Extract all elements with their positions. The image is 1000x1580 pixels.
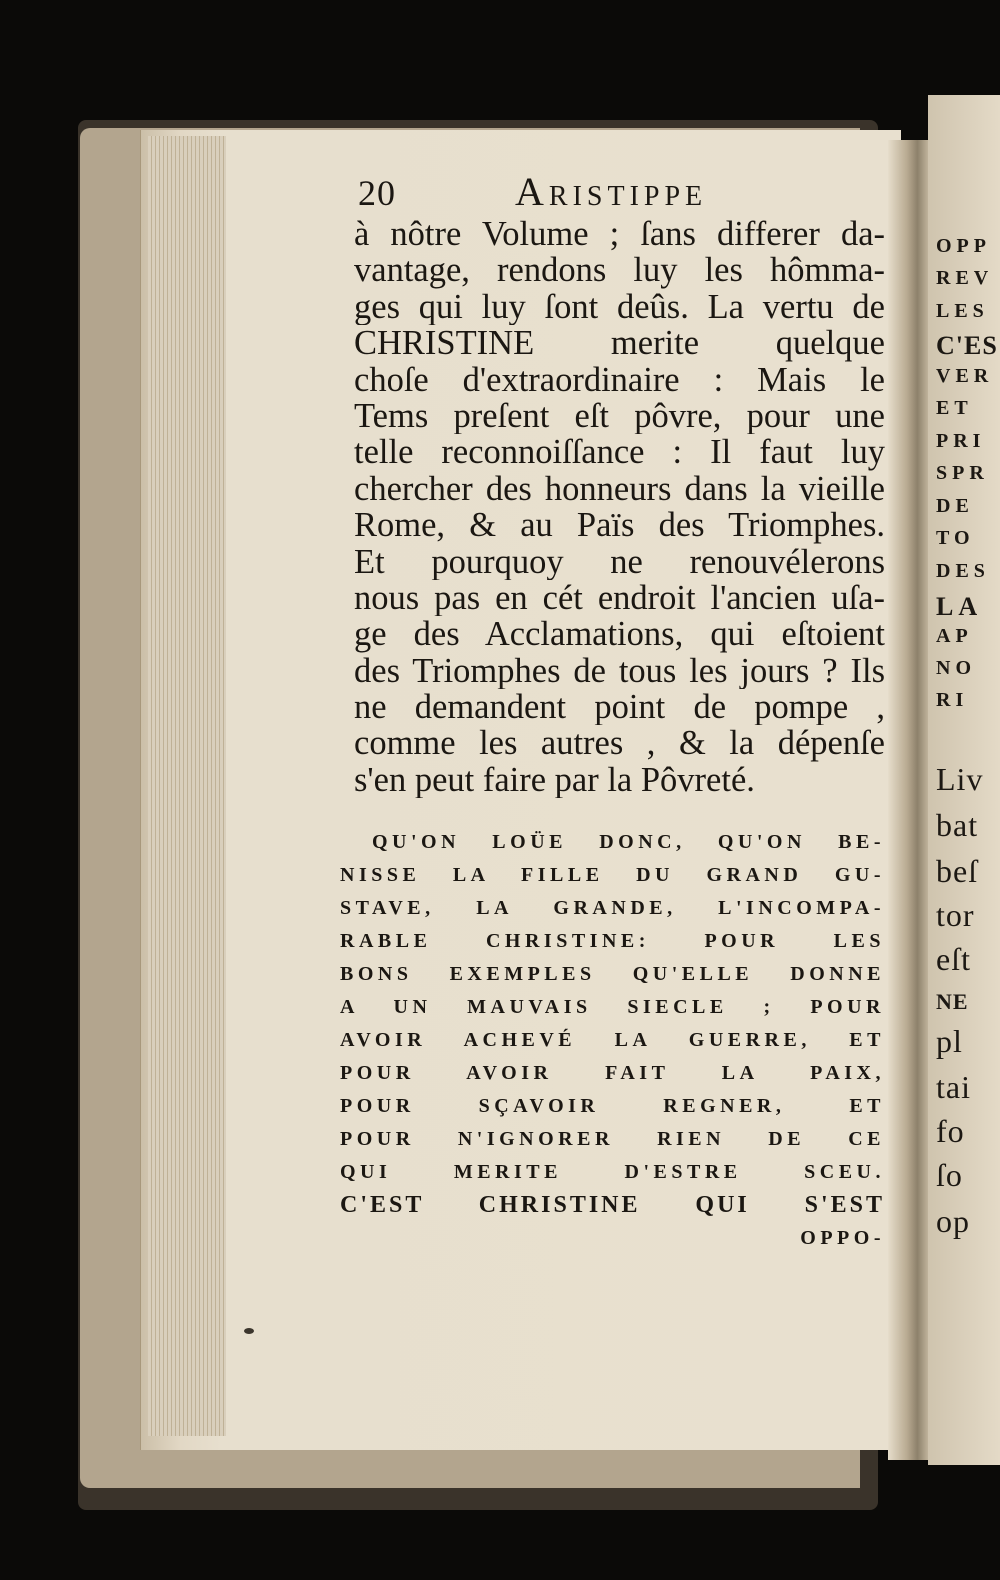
right-page-fragment: ET (936, 397, 973, 419)
book-gutter (888, 140, 930, 1460)
page-number: 20 (358, 173, 396, 213)
right-page-fragment: OPP (936, 235, 991, 257)
right-page-fragment: beſ (936, 853, 979, 889)
right-page-fragment: eſt (936, 941, 971, 977)
right-page-fragment: DE (936, 495, 974, 517)
text-line: chercher des honneurs dans la vieille (354, 470, 885, 508)
page-header (340, 160, 885, 216)
right-page-fragment: AP (936, 625, 973, 647)
right-page-fragment: TO (936, 527, 975, 549)
ink-smudge (244, 1328, 254, 1334)
caps-line: RABLE CHRISTINE: POUR LES (340, 930, 885, 953)
right-page-fragment: tai (936, 1069, 971, 1105)
running-head: Aristippe (515, 169, 708, 214)
right-page (928, 95, 1000, 1465)
text-line: comme les autres , & la dépenſe (354, 725, 885, 762)
right-page-fragment: LA (936, 592, 983, 621)
right-page-fragment: tor (936, 897, 975, 933)
caps-line: BONS EXEMPLES QU'ELLE DONNE (340, 963, 885, 986)
caps-line: QUI MERITE D'ESTRE SCEU. (340, 1161, 885, 1184)
caps-line: POUR SÇAVOIR REGNER, ET (340, 1095, 885, 1118)
caps-line: AVOIR ACHEVÉ LA GUERRE, ET (340, 1029, 885, 1052)
text-line: s'en peut faire par la Pôvreté. (354, 761, 755, 799)
caps-line: STAVE, LA GRANDE, L'INCOMPA- (340, 897, 885, 920)
text-area (340, 160, 885, 1255)
right-page-fragment: SPR (936, 462, 989, 484)
caps-line: POUR AVOIR FAIT LA PAIX, (340, 1062, 885, 1085)
text-line: ne demandent point de pompe , (354, 689, 885, 726)
right-page-fragment: Liv (936, 761, 984, 797)
acclamation-block (340, 826, 885, 1255)
text-line: vantage, rendons luy les hômma- (354, 252, 885, 289)
caps-line: A UN MAUVAIS SIECLE ; POUR (340, 996, 885, 1019)
right-page-fragment: VER (936, 365, 994, 387)
text-line: ge des Acclamations, qui eſtoient (354, 616, 885, 653)
text-line: Tems preſent eſt pôvre, pour une (354, 397, 885, 435)
page-edges (148, 136, 226, 1436)
right-page-fragment: NE (936, 989, 969, 1014)
text-line: des Triomphes de tous les jours ? Ils (354, 652, 885, 690)
right-page-fragment: DES (936, 560, 990, 582)
caps-line: POUR N'IGNORER RIEN DE CE (340, 1128, 885, 1151)
catchword: OPPO- (800, 1227, 885, 1250)
right-page-fragment: NO (936, 657, 976, 679)
right-page-fragment: bat (936, 807, 979, 843)
caps-line: C'EST CHRISTINE QUI S'EST (340, 1192, 885, 1219)
text-line: telle reconnoiſſance : Il faut luy (354, 434, 885, 471)
right-page-fragment: ſo (936, 1157, 963, 1193)
caps-line: QU'ON LOÜE DONC, QU'ON BE- (372, 831, 885, 854)
text-line: choſe d'extraordinaire : Mais le (354, 361, 885, 398)
right-page-fragment: REV (936, 267, 994, 289)
right-page-fragment: PRI (936, 430, 986, 452)
right-page-fragment: op (936, 1203, 970, 1239)
right-page-fragment: RI (936, 689, 969, 711)
text-line: nous pas en cét endroit l'ancien uſa- (354, 579, 885, 617)
caps-line: NISSE LA FILLE DU GRAND GU- (340, 864, 885, 887)
right-page-fragment: pl (936, 1023, 963, 1059)
text-line: à nôtre Volume ; ſans differer da- (354, 216, 885, 253)
text-line: ges qui luy ſont deûs. La vertu de (354, 288, 885, 326)
right-page-fragment: LES (936, 300, 989, 322)
right-page-fragment: C'ES (936, 331, 998, 360)
text-line: Et pourquoy ne renouvélerons (354, 543, 885, 580)
text-line: CHRISTINE merite quelque (354, 325, 885, 362)
right-page-fragment: fo (936, 1113, 965, 1149)
body-text (340, 216, 885, 798)
text-line: Rome, & au Païs des Triomphes. (354, 507, 885, 544)
